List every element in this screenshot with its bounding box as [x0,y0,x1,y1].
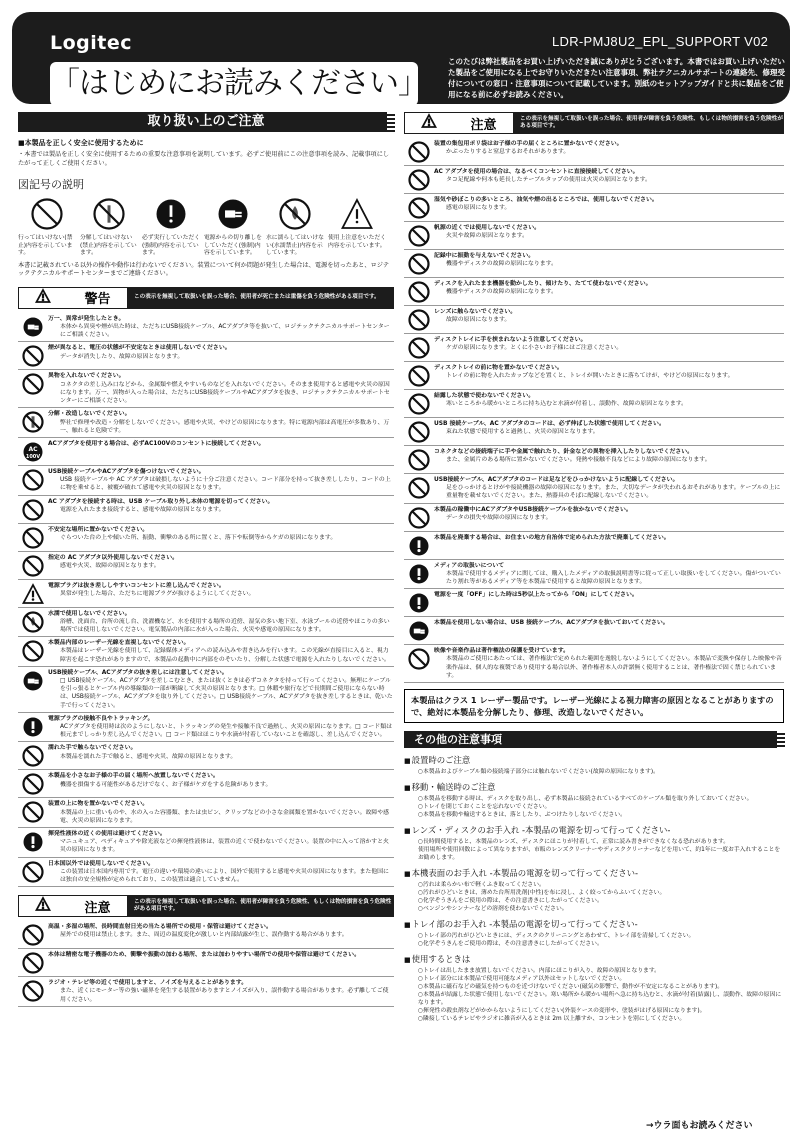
caution-item [404,334,784,362]
caution-item [404,418,784,446]
prohibited-icon [404,647,434,670]
other-note-line: ○トレイは出したまま放置しないでください。内部にほこりが入り、故障の原因となります。 [418,968,660,975]
section-title: 取り扱い上のご注意 [18,112,394,132]
item-lead: USB 接続ケーブル、AC アダプタのコードは、必ず伸ばした状態で使用してください。 [434,421,665,427]
prohibited-icon [18,800,48,823]
prohibited-icon [404,280,434,303]
other-note-line: 使用場所や使用回数によって異なりますが、市販のレンズクリーナーやディスククリーナーなどを用いて、約1年に一度お手入れすることをお勧めします。 [418,847,781,862]
item-body: タコ足配線や何本も延長したテーブルタップの使用は火災の原因となります。 [446,177,651,184]
mandatory-icon [404,591,434,614]
warning-banner [18,287,394,309]
symbol-legend-text: 必ず実行していただく(強制)内容を示しています。 [142,235,200,257]
caution-item [404,645,784,683]
caution-item [404,446,784,474]
item-lead: AC アダプタを接続する時は、USB ケーブル取り外し本体の電源を切ってください。 [48,498,274,505]
item-lead: USB接続ケーブル、ACアダプタの抜き差しには注意してください。 [48,669,228,676]
item-body: 本製品の上に重いものや、水の入った容器類、または虫ピン、クリップなどの小さな金属類を置かないでください。故障や感電、火災の原因になります。 [60,809,390,824]
item-body: また、金属片のある場所に置かないでください。発熱や接触不良などにより故障の原因になります。 [446,457,711,464]
item-lead: 指定の AC アダプタ以外使用しないでください。 [48,554,178,561]
item-body: 機器やディスクの故障の原因になります。 [446,289,557,296]
item-lead: 日本国以外では使用しないでください。 [48,860,155,867]
item-body: データが消失したり、故障の原因となります。 [60,353,184,360]
svg-text:AC: AC [28,445,38,453]
header [12,12,790,104]
item-body: 束ねた状態で使用すると過熱し、火災の原因となります。 [446,429,599,436]
caution-banner-right [404,112,784,134]
item-lead: 結露した状態で使わないでください。 [434,393,535,399]
other-note-heading: ■ 本機表面のお手入れ ‐本製品の電源を切って行ってください‐ [404,867,784,879]
unplug-icon [18,669,48,692]
prohibited-icon [404,196,434,219]
caution-item [18,466,394,496]
other-note-line: ○汚れは柔らかい布で軽くふき取ってください。 [418,882,545,889]
caution-label: 注意 [470,117,497,133]
other-note-line: ○ベンジンやシンナーなどの溶剤を使わないでください。 [418,906,568,913]
other-note-heading: ■ トレイ部のお手入れ ‐本製品の電源を切って行ってください‐ [404,918,784,930]
caution-item [404,250,784,278]
page-title-box [50,62,427,106]
item-body: 機器やディスクの故障の原因になります。 [446,261,557,268]
other-note-heading: ■ 移動・輸送時のご注意 [404,781,784,793]
item-lead: USB接続ケーブル、ACアダプタのコードは足などをひっかけないように配線してください。 [434,477,679,483]
item-lead: USB接続ケーブルやACアダプタを傷つけないでください。 [48,468,205,475]
symbol-legend-text: 電源からの切り離しをしていただく(強制)内容を示しています。 [204,235,262,257]
brand-logo: Logitec [50,32,133,54]
prohibited-icon [18,772,48,795]
right-column [404,112,784,1023]
left-column [18,112,394,1007]
prohibited-icon [404,336,434,359]
item-lead: 高温・多湿の場所、長時間直射日光の当たる場所での使用・保管は避けてください。 [48,924,272,931]
item-body: 故障の原因になります。 [446,317,511,324]
caution-icon [35,288,51,308]
caution-item [404,166,784,194]
warning-list [18,313,394,887]
prohibited-icon [404,364,434,387]
caution-label-box [18,895,128,917]
item-body: マニュキュア、ペディキュアや除光液などの揮発性液体は、装置の近くで使わないでください。装置の中に入って溶かすと火災の原因になります。 [60,839,389,854]
caution-banner-text: この表示を無視して取扱いを誤った場合、使用者が障害を負う危険性、もしくは物的損害を負う危険性がある項目です。 [520,116,783,129]
other-note-line: ○隣接しているテレビやラジオに雑音が入るときは 2m 以上離すか、コンセントを別にしてください。 [418,1016,686,1023]
mandatory-icon [18,830,48,853]
item-lead: 電源プラグは抜き差ししやすいコンセントに差し込んでください。 [48,582,225,589]
symbol-legend-item [80,196,138,258]
item-lead: 不安定な場所に置かないでください。 [48,526,149,533]
caution-icon [18,582,48,605]
item-body: 本製品のご使用にあたっては、著作権法で定められた範囲を逸脱しないようにしてください。本製品で変換や保存した映像や音楽作品は、個人的な複製であり使用する場合以外、著作権者本人の許諾無く使用することは、著作権法で固く禁じられています。 [446,656,782,679]
item-lead: 映像や音楽作品は著作権法の保護を受けています。 [434,648,570,655]
prohibited-icon [404,448,434,471]
caution-item [18,313,394,343]
symbol-legend [18,196,394,258]
caution-item [18,770,394,798]
caution-item [404,138,784,166]
caution-item [18,713,394,743]
other-note-line: ○トレイ部分には本製品で使用可能なメディア以外はセットしないでください。 [418,976,626,983]
item-body: 本製品はレーザー光線を使用して、記録媒体メディアへの読み込みや書き込みを行います。この光線が直接目に入ると、視力障害を起こす恐れがありますので、本製品の起動中に内部をのぞいたり、分解した状態で電源を入れたりしないでください。 [60,648,390,663]
warning-banner-text: この表示を無視して取扱いを誤った場合、使用者が死亡または重傷を負う危険性がある項目です。 [134,294,380,301]
item-lead: 本体は精密な電子機器のため、衝撃や振動の加わる場所、または加わりやすい場所での使用や保管は避けてください。 [48,952,360,959]
item-body: ぐらついた台の上や傾いた所、振動、衝撃のある所に置くと、落下や転倒等からケガの原因になります。 [60,534,337,541]
intro-text: このたびは弊社製品をお買い上げいただき誠にありがとうございます。本書ではお買い上げいただいた製品をご使用になる上でお守りいただきたい注意事項、弊社テクニカルサポートの連絡先、修理受付についての窓口・注意事項について記載しています。別紙のセットアップガイドと共に製品をご使用になる前に必ずお読みください。 [448,57,786,99]
item-lead: 湿気や砂ぼこりの多いところ、油気や煙の出るところでは、使用しないでください。 [434,197,658,203]
footer-note: →ウラ面もお読みください [646,1121,753,1131]
caution-item [18,370,394,408]
other-note-line: ○本製品が結露した状態で使用しないでください。寒い場所から暖かい場所へ急に持ち込むと、水滴が付着(結露)し、誤動作、故障の原因になります。 [418,992,782,1007]
caution-item [404,532,784,560]
no-disassembly-icon [91,196,127,232]
item-body: 電源を入れたまま接続すると、感電や故障の原因となります。 [60,506,225,513]
prohibited-icon [404,506,434,529]
item-lead: 分解・改造しないでください。 [48,411,131,418]
prohibited-icon [18,526,48,549]
prohibited-icon [404,224,434,247]
prohibited-icon [18,554,48,577]
prohibited-icon [18,468,48,491]
prohibited-icon [18,979,48,1002]
item-lead: 電源を一度「OFF」にした時は5秒以上たってから「ON」にしてください。 [434,592,638,599]
item-body: コネクタの差し込み口などから、金属類や燃えやすいものなどを入れないでください。そのまま使用すると感電や火災の原因になります。万一、異物が入った場合は、ただちにUSB接続ケーブルやACアダプタを抜き、ロジテックテクニカルサポートセンターにご相談ください。 [60,381,390,405]
item-body: 火災や故障の原因となります。 [446,233,528,240]
notice-text: 本書に記載されている以外の操作や動作は行わないでください。装置について何か問題が発生した場合は、電源を切ったあと、ロジテックテクニカルサポートセンターまでご連絡ください。 [18,261,390,278]
other-note-heading: ■ レンズ・ディスクのお手入れ ‐本製品の電源を切って行ってください‐ [404,824,784,836]
item-body: ケガの原因になります。とくに小さいお子様にはご注意ください。 [446,345,623,352]
symbol-legend-item [328,196,386,258]
other-note-line: ○化学ぞうきんをご使用の際は、その注意書きにしたがってください。 [418,941,603,948]
other-note-line: ○揮発性の殺虫剤などがかからないようにしてください(外装ケースの変形や、塗装がはげる原因になります)。 [418,1008,706,1015]
caution-item [404,390,784,418]
other-notes-title: その他の注意事項 [404,731,784,748]
other-note-line: ○本製品およびケーブル類の接続端子部分には触れないでください(故障の原因になります)。 [418,769,659,776]
caution-item [18,580,394,608]
prohibited-icon [18,372,48,395]
item-body: 異常が発生した場合、ただちに電源プラグが抜けるようにしてください。 [60,590,255,597]
symbol-legend-text: 水に濡らしてはいけない(水濡禁止)内容を示しています。 [266,235,324,257]
item-lead: 異物を入れないでください。 [48,373,125,380]
item-lead: 本製品を廃棄する場合は、お住まいの地方自治体で定められた方法で廃棄してください。 [434,534,670,541]
caution-item [18,552,394,580]
item-lead: 本製品を使用しない場合は、USB 接続ケーブル、ACアダプタを抜いておいてください。 [434,620,669,627]
item-lead: 万一、異常が発生したとき。 [48,315,125,322]
caution-item [18,798,394,828]
prohibited-icon [404,420,434,443]
prohibited-icon [404,476,434,499]
other-note-line: ○本製品に磁石などの磁気を持つものを近づけないでください(磁気の影響で、動作が不安定になることがあります)。 [418,984,724,991]
prohibited-icon [18,860,48,883]
caution-item [18,438,394,466]
caution-item [404,278,784,306]
other-note-heading: ■ 設置時のご注意 [404,754,784,766]
item-lead: 帆源の近くでは使用しないでください。 [434,225,541,231]
caution-item [18,408,394,438]
other-note-line: ○本製品を移動する時は、ディスクを取り出し、必ず本製品に接続されているすべてのケーブル類を取り外しておいてください。 [418,796,753,803]
caution-banner-left [18,895,394,917]
prohibited-icon [18,498,48,521]
item-body: 感電の原因になります。 [446,205,511,212]
prohibited-icon [404,392,434,415]
caution-icon [421,113,437,133]
other-note-line: ○長時間使用すると、本製品のレンズ、ディスクにほこりが付着して、正常に読み書きができなくなる恐れがあります。 [418,839,730,846]
caution-item [18,858,394,888]
laser-notice: 本製品はクラス 1 レーザー製品です。レーザー光線による視力障害の原因となることがありますので、絶対に本製品を分解したり、修理、改造しないでください。 [404,689,784,723]
safety-body: ・本書では製品を正しく安全に使用するための重要な注意事項を説明しています。必ずご使用前にこの注意事項を読み、記載事項にしたがって正しくご使用ください。 [18,151,390,167]
symbol-legend-text: 行ってはいけない(禁止)内容を示しています。 [18,235,73,257]
item-lead: 煙が異なると、電圧の状態が不安定なときは使用しないでください。 [48,345,231,352]
mandatory-icon [404,534,434,557]
item-body: データの損失や故障の原因になります。 [446,514,552,521]
caution-item [18,828,394,858]
document-id: LDR-PMJ8U2_EPL_SUPPORT V02 [552,34,769,49]
prohibited-icon [18,639,48,662]
item-lead: 揮発性液体の近くの使用は避けてください。 [48,830,166,837]
prohibited-icon [404,140,434,163]
caution-item [18,342,394,370]
prohibited-icon [18,923,48,946]
caution-item [404,589,784,617]
item-lead: ディスクトレイの前に物を置かないでください。 [434,365,563,371]
item-lead: レンズに触らないでください。 [434,309,517,315]
unplug-icon [404,619,434,642]
item-body: トレイの前に物を入れたカップなどを置くと、トレイが開いたときに落ちてけが、やけどの原因になります。 [446,373,734,380]
caution-item [18,921,394,949]
caution-item [18,977,394,1007]
item-body: 感電や火災、故障の原因となります。 [60,562,160,569]
prohibited-icon [29,196,65,232]
caution-list-right [404,138,784,683]
item-body: 弊社で修理や改造・分解をしないでください。感電や火災、やけどの原因になります。特に電源内部は高電圧が多数あり、万一、触れると危険です。 [60,419,390,434]
prohibited-icon [18,744,48,767]
item-body: 足をひっかけるとけがや接続機器の故障の原因になります。また、大切なデータが失われるおそれがあります。ケーブルの上に重量物を載せないでください。また、熱器具のそばに配線しないでください。 [446,485,781,500]
no-disassembly-icon [18,410,48,433]
caution-label: 注意 [84,900,111,916]
page-title: 「はじめにお読みください」 [50,66,427,101]
other-note-line: ○本製品を移動や輸送するときは、落としたり、ぶつけたりしないでください。 [418,812,626,819]
item-lead: 装置の集包用ポリ袋はお子様の手の届くところに置かないでください。 [434,141,623,147]
item-body: ACアダプタを使用時は次のようにしないと、トラッキングの発生や接触不良で過熱し、火災の原因になります。□ コード類は根元までしっかり差し込んでください。□ コード類はほこりや水滴が付着していないことを確認し、差し込んでください。 [60,723,392,739]
item-lead: ディスクトレイに手を挟まれないよう注意してください。 [434,337,587,343]
item-body: USB 接続ケーブルや AC アダプタは破損しないように十分ご注意ください。コード部分を持って抜き差ししたり、コードの上に物を乗せると、被覆が破れて感電や火災の原因となります。 [60,477,391,492]
item-lead: ディスクを入れたまま機器を動かしたり、傾けたり、たてて使わないでください。 [434,281,652,287]
item-lead: 本製品を小さなお子様の手の届く場所へ放置しないでください。 [48,773,219,780]
item-body: 本製品で使用するメディアに関しては、購入したメディアの取扱説明書等に従って正しい取扱いをしてください。傷がついていたり割れ等があるメディア等を本製品で使用すると故障の原因となります。 [446,570,781,586]
item-body: 屋外での使用は禁止します。また、周辺の温度変化が激しいと内部結露が生じ、誤作動する場合があります。 [60,932,348,939]
caution-item [18,949,394,977]
other-note-line: ○トレイを閉じておくことを忘れないでください。 [418,804,551,811]
symbol-legend-text: 使用上注意をいただく内容を示しています。 [328,235,386,249]
caution-item [404,474,784,504]
unplug-icon [18,315,48,338]
prohibited-icon [18,951,48,974]
other-notes [404,754,784,1023]
symbol-legend-item [142,196,200,258]
other-note-line: ○トレイ部の汚れがひどいときには、ディスクのクリーニングとあわせて、トレイ部を清掃してください。 [418,933,695,940]
item-body: また、近くにモーター等の強い磁界を発生する装置がありますとノイズが入り、誤作動する場合があります。必ず離してご使用ください。 [60,988,389,1003]
warning-label: 警告 [84,292,111,308]
caution-item [18,742,394,770]
item-lead: 濡れた手で触らないでください。 [48,745,137,752]
caution-banner-text: この表示を無視して取扱いを誤った場合、使用者が障害を負う危険性、もしくは物的損害を負う危険性がある項目です。 [134,899,392,913]
prohibited-icon [404,168,434,191]
symbol-legend-text: 分解してはいけない(禁止)内容を示しています。 [80,235,137,257]
item-lead: 装置の上に物を置かないでください。 [48,801,149,808]
item-lead: ACアダプタを使用する場合は、必ずAC100Vのコンセントに接続してください。 [48,440,265,447]
safety-heading: ■本製品を正しく安全に使用するために [18,139,144,147]
other-note-line: ○汚れがひどいときは、薄めた台所用洗剤(中性)を布に浸し、よく絞ってからふいてください。 [418,890,666,897]
caution-item [18,496,394,524]
caution-item [404,617,784,645]
item-body: 寒いところから暖かいところに持ち込むと水滴が付着し、誤動作、故障の原因となります。 [446,401,688,408]
item-body: かぶったりすると窒息するおそれがあります。 [446,149,570,156]
item-body: 本体から異臭や煙が出た時は、ただちにUSB接続ケーブル、ACアダプタ等を抜いて、ロジテックテクニカルサポートセンターにご相談ください。 [60,324,390,339]
prohibited-icon [18,344,48,367]
caution-label-box [404,112,514,134]
caution-item [404,504,784,532]
item-body: この装置は日本国内専用です。電圧の違いや環境の違いにより、国外で使用すると感電や火災の原因になります。また他国には独自の安全規格が定められており、この装置は適合していません。 [60,868,389,883]
caution-item [18,524,394,552]
caution-item [404,222,784,250]
caution-item [18,637,394,667]
caution-icon [35,896,51,916]
mandatory-icon [153,196,189,232]
no-wet-icon [277,196,313,232]
symbol-legend-item [18,196,76,258]
item-lead: 本製品の稼働中にACアダプタやUSB接続ケーブルを抜かないでください。 [434,506,632,513]
warning-label-box [18,287,128,309]
caution-item [404,194,784,222]
symbol-legend-item [204,196,262,258]
caution-list-left [18,921,394,1007]
item-lead: AC アダプタを使用の場合は、なるべくコンセントに直接接続してください。 [434,169,639,175]
svg-text:100V: 100V [25,453,41,460]
caution-item [404,362,784,390]
item-body: 機器を損傷する可能性があるだけでなく、お子様がケガをする危険があります。 [60,781,272,788]
item-body: □ USB接続ケーブル、ACアダプタを差しこむとき、または抜くときは必ずコネクタを持って行ってください。無理にケーブルを引っ張るとケーブル内の導線類の一部が断線して火災の原因となります。□ 休暇や旅行などで長期間ご使用にならない時は、USB接続ケーブル、ACアダプタを取り外してください。□ USB接続ケーブル、ACアダプタを抜き差しするときは、乾いた手で行ってください。 [60,677,393,709]
mandatory-icon [18,715,48,738]
item-lead: 水濡で使用しないでください。 [48,610,131,617]
caution-item [18,667,394,713]
ac100v-icon [18,440,48,463]
caution-item [18,608,394,638]
symbol-legend-item [266,196,324,258]
unplug-icon [215,196,251,232]
prohibited-icon [404,308,434,331]
item-lead: メディアの取扱いについて [434,562,505,569]
item-lead: 記録中に振動を与えないでください。 [434,253,535,259]
no-wet-icon [18,610,48,633]
mandatory-icon [404,562,434,585]
caution-item [404,560,784,590]
other-note-heading: ■ 使用するときは [404,953,784,965]
caution-icon [339,196,375,232]
caution-item [404,306,784,334]
prohibited-icon [404,252,434,275]
item-lead: 電源プラグの接触不良やトラッキング。 [48,715,154,722]
other-note-line: ○化学ぞうきんをご使用の際は、その注意書きにしたがってください。 [418,898,603,905]
item-body: 浴槽、洗面台、台所の流し台、洗濯機など、水を使用する場所の近傍、湿気の多い地下室、水泳プールの近傍やほこりの多い場所では使用しないでください。電気製品の内部に水が入った場合、火災や感電の原因になります。 [60,618,390,633]
item-lead: ラジオ・テレビ等の近くで使用しますと、ノイズを与えることがあります。 [48,980,248,987]
item-body: 本製品を濡れた手で触ると、感電や火災、故障の原因となります。 [60,753,237,760]
item-lead: 本製品内部のレーザー光線を直視しないでください。 [48,640,190,647]
item-lead: コネクタなどの接続端子に手や金属で触れたり、針金などの異物を挿入したりしないでください。 [434,449,694,455]
symbols-heading: 図記号の説明 [18,178,84,192]
